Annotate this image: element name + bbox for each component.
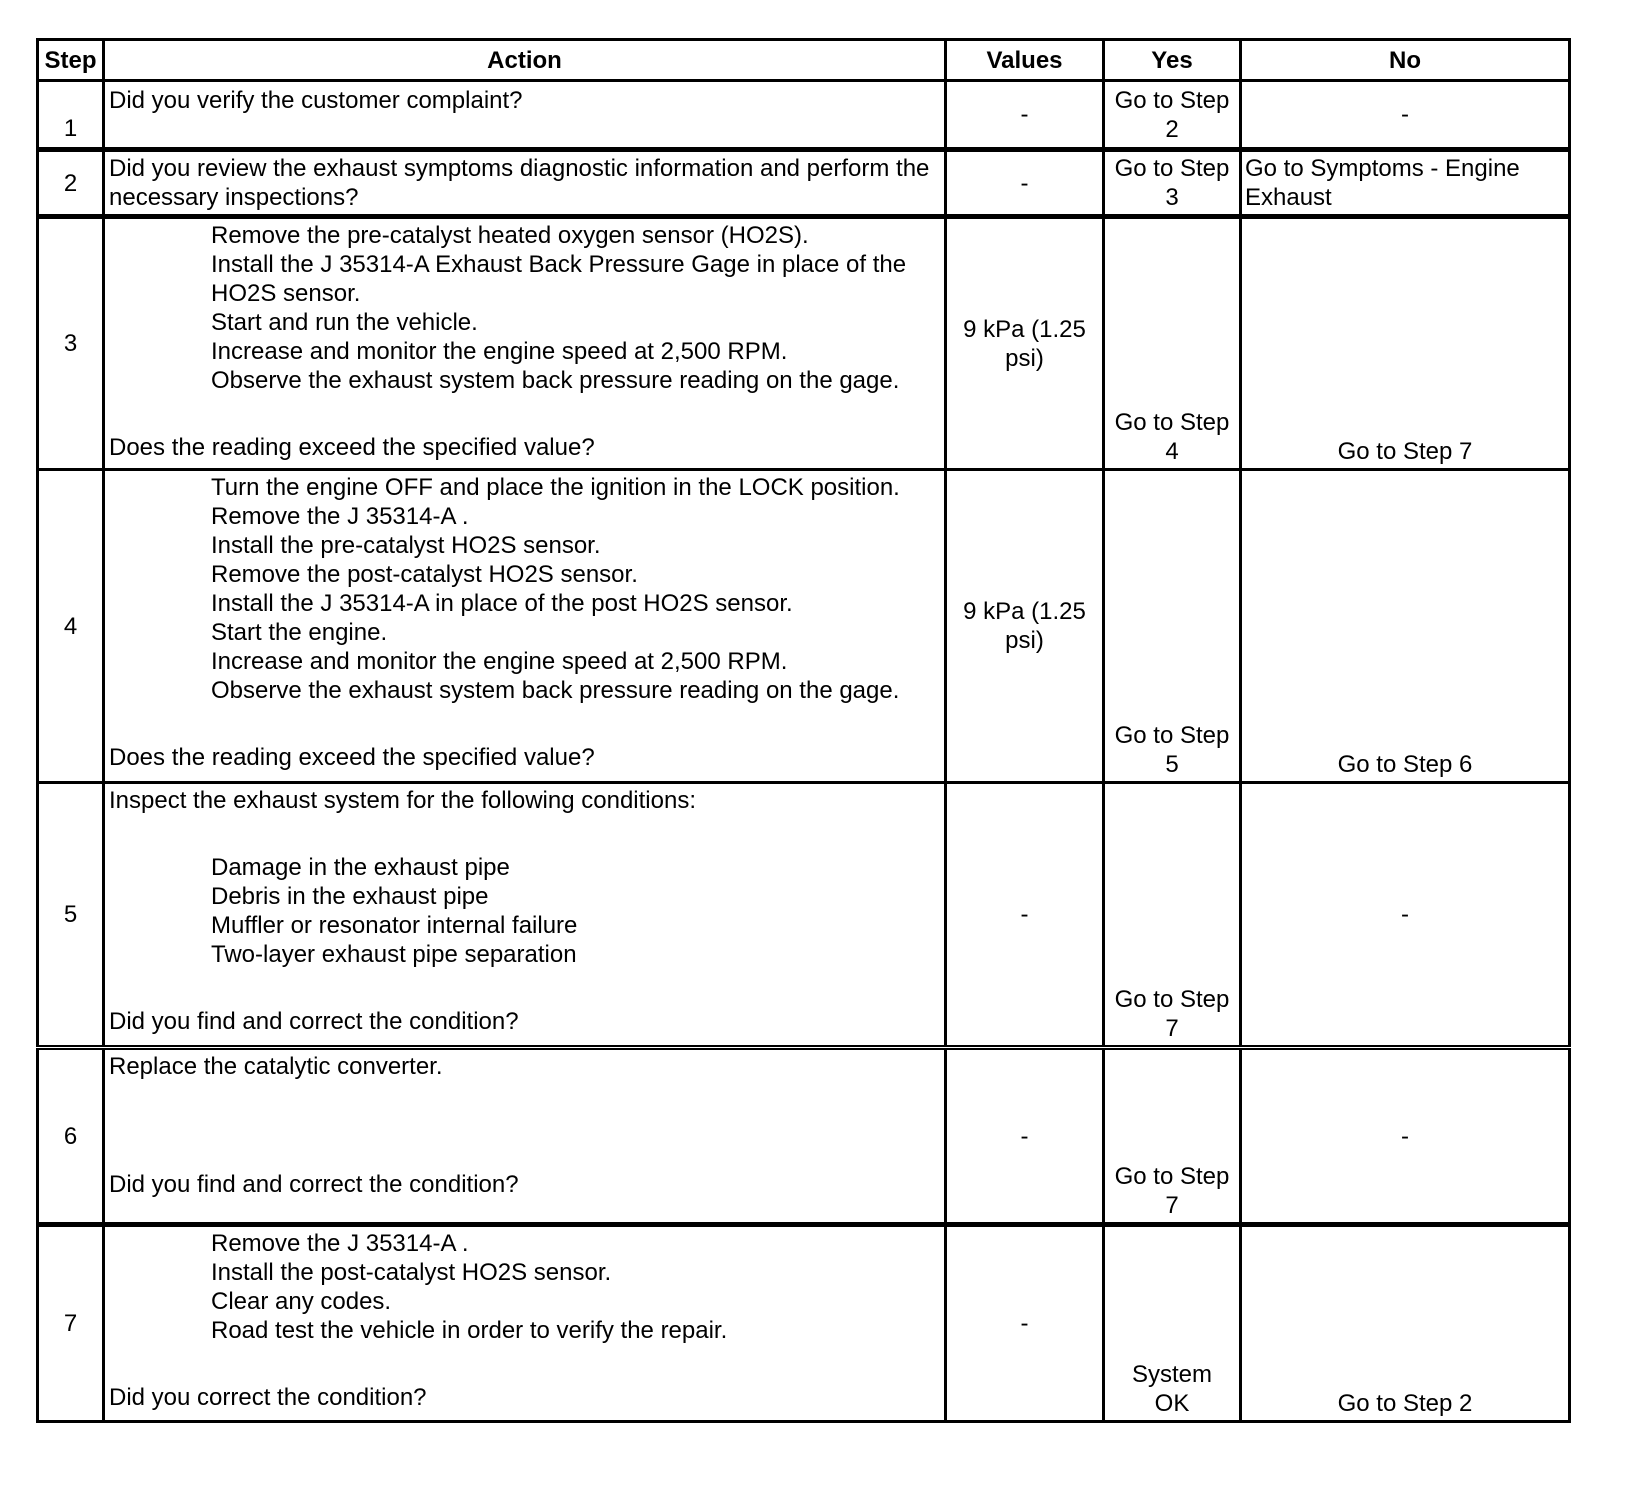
table-row [38, 1225, 1570, 1422]
table-row [38, 1048, 1570, 1225]
step-number: 4 [38, 470, 104, 783]
action-step: Remove the J 35314-A . [211, 503, 469, 530]
diagnostic-table-container [36, 38, 1568, 1423]
action-step: Observe the exhaust system back pressure reading on the gage. [211, 367, 900, 394]
yes-cell [1104, 150, 1241, 217]
action-step: Debris in the exhaust pipe [211, 883, 489, 910]
yes-line-1: Go to Step [1114, 986, 1230, 1013]
table-row [38, 470, 1570, 783]
value-cell: - [946, 1225, 1104, 1422]
diagnostic-table [36, 38, 1571, 1423]
action-step: Increase and monitor the engine speed at 2,500 RPM. [211, 648, 788, 675]
header-yes: Yes [1104, 40, 1241, 81]
value-cell: - [946, 81, 1104, 150]
action-step: Damage in the exhaust pipe [211, 854, 510, 881]
action-cell [104, 783, 946, 1048]
action-step: Install the J 35314-A Exhaust Back Pressure Gage in place of the HO2S sensor. [211, 251, 907, 307]
no-cell: - [1241, 783, 1570, 1048]
action-intro: Did you review the exhaust symptoms diagnostic information and perform the necessary inspections? [109, 155, 930, 211]
table-row [38, 81, 1570, 150]
no-cell: Go to Step 2 [1241, 1225, 1570, 1422]
action-step: Clear any codes. [211, 1288, 392, 1315]
value-cell: - [946, 150, 1104, 217]
value-cell: 9 kPa (1.25 psi) [946, 470, 1104, 783]
yes-line-1: Go to Step [1114, 409, 1230, 436]
yes-cell [1104, 1225, 1241, 1422]
yes-line-1: Go to Step [1114, 722, 1230, 749]
yes-line-2: 2 [1165, 115, 1179, 143]
action-step: Road test the vehicle in order to verify the repair. [211, 1317, 728, 1344]
step-number: 6 [38, 1048, 104, 1225]
action-step: Increase and monitor the engine speed at 2,500 RPM. [211, 338, 788, 365]
yes-line-2: 3 [1165, 184, 1179, 211]
yes-cell [1104, 81, 1241, 150]
yes-cell [1104, 217, 1241, 470]
yes-cell [1104, 783, 1241, 1048]
yes-line-2: 5 [1165, 751, 1179, 778]
action-intro: Inspect the exhaust system for the following conditions: [109, 787, 696, 814]
yes-line-1: Go to Step [1114, 1163, 1230, 1190]
yes-line-1: Go to Step [1114, 155, 1230, 182]
action-cell [104, 81, 946, 150]
table-row [38, 783, 1570, 1048]
action-question: Did you find and correct the condition? [109, 1171, 519, 1198]
action-step: Muffler or resonator internal failure [211, 912, 578, 939]
value-cell: - [946, 783, 1104, 1048]
header-step: Step [38, 40, 104, 81]
action-step: Two-layer exhaust pipe separation [211, 941, 577, 968]
header-row [38, 40, 1570, 81]
action-question: Did you find and correct the condition? [109, 1008, 519, 1035]
yes-line-2: 4 [1165, 438, 1179, 465]
action-question: Does the reading exceed the specified value? [109, 744, 595, 771]
no-cell: Go to Symptoms - Engine Exhaust [1241, 150, 1570, 217]
action-cell [104, 150, 946, 217]
action-step: Install the pre-catalyst HO2S sensor. [211, 532, 601, 559]
action-step: Install the post-catalyst HO2S sensor. [211, 1259, 612, 1286]
step-number: 3 [38, 217, 104, 470]
value-cell: - [946, 1048, 1104, 1225]
step-number: 2 [38, 150, 104, 217]
action-cell [104, 217, 946, 470]
step-number: 7 [38, 1225, 104, 1422]
step-number: 1 [38, 81, 104, 150]
no-cell: - [1241, 81, 1570, 150]
no-cell: Go to Step 7 [1241, 217, 1570, 470]
no-cell: Go to Step 6 [1241, 470, 1570, 783]
step-number: 5 [38, 783, 104, 1048]
action-step: Install the J 35314-A in place of the post HO2S sensor. [211, 590, 793, 617]
header-no: No [1241, 40, 1570, 81]
action-step: Remove the J 35314-A . [211, 1230, 469, 1257]
header-action: Action [104, 40, 946, 81]
yes-line-1: System [1131, 1361, 1212, 1388]
action-step: Start and run the vehicle. [211, 309, 478, 336]
yes-cell [1104, 1048, 1241, 1225]
yes-line-1: Go to Step [1114, 86, 1230, 114]
action-intro: Did you verify the customer complaint? [109, 87, 523, 114]
action-step: Turn the engine OFF and place the ignition in the LOCK position. [211, 474, 900, 501]
action-step: Remove the post-catalyst HO2S sensor. [211, 561, 638, 588]
action-cell [104, 1048, 946, 1225]
yes-line-2: OK [1154, 1390, 1190, 1417]
action-question: Did you correct the condition? [109, 1384, 427, 1411]
yes-line-2: 7 [1165, 1192, 1179, 1219]
yes-line-2: 7 [1165, 1015, 1179, 1042]
action-cell [104, 1225, 946, 1422]
action-step: Remove the pre-catalyst heated oxygen sensor (HO2S). [211, 222, 809, 249]
action-question: Does the reading exceed the specified value? [109, 434, 595, 461]
table-row [38, 150, 1570, 217]
yes-cell [1104, 470, 1241, 783]
value-cell: 9 kPa (1.25 psi) [946, 217, 1104, 470]
header-values: Values [946, 40, 1104, 81]
table-row [38, 217, 1570, 470]
action-step: Start the engine. [211, 619, 388, 646]
action-step: Observe the exhaust system back pressure reading on the gage. [211, 677, 900, 704]
action-intro: Replace the catalytic converter. [109, 1053, 443, 1080]
action-cell [104, 470, 946, 783]
no-cell: - [1241, 1048, 1570, 1225]
